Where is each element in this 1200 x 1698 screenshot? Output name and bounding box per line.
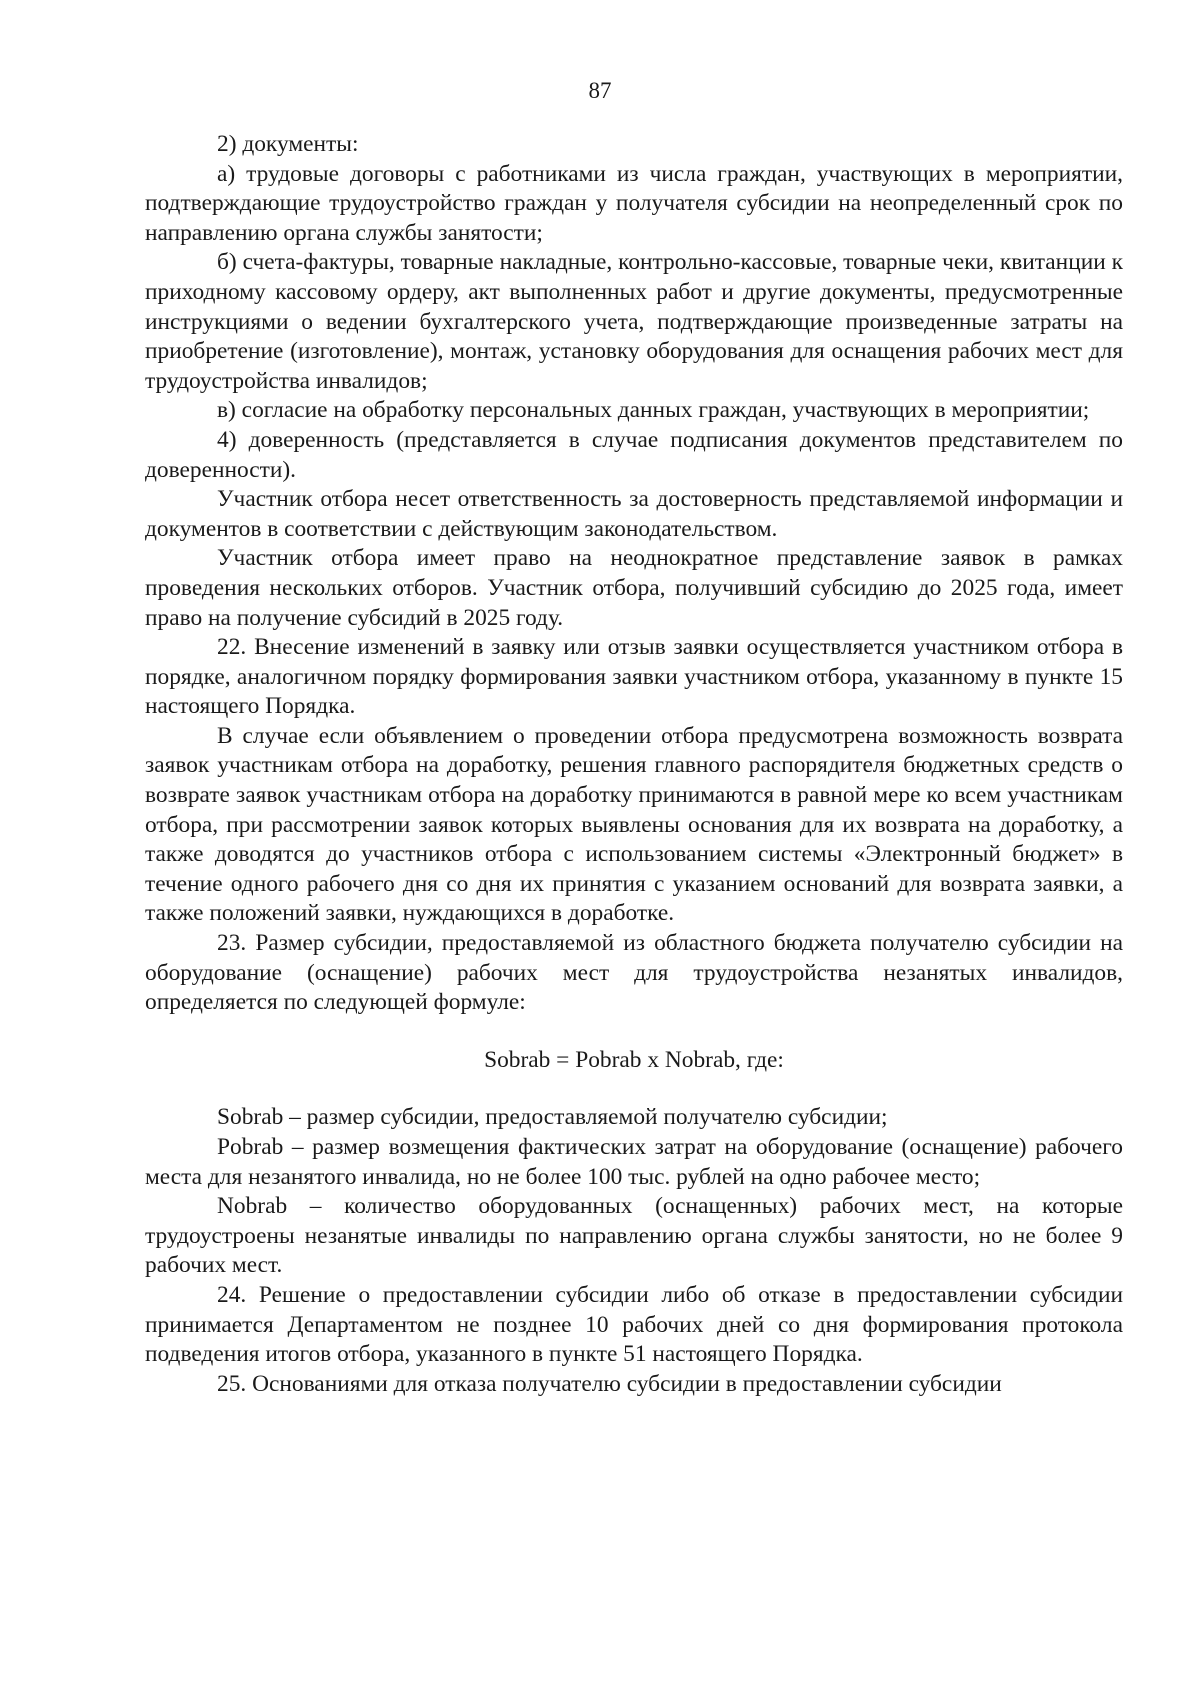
paragraph-definition-sobrab: Sobrab – размер субсидии, предоставляемой получателю субсидии; xyxy=(217,1104,888,1131)
paragraph-item-v: в) согласие на обработку персональных данных граждан, участвующих в мероприятии; xyxy=(217,397,1090,424)
paragraph-definition-pobrab: Pobrab – размер возмещения фактических затрат на оборудование (оснащение) рабочего места для незанятого инвалида, но не более 100 тыс. рублей на одно рабочее место; xyxy=(145,1134,1123,1190)
paragraph-documents-heading: 2) документы: xyxy=(217,131,359,157)
paragraph-clause-23: 23. Размер субсидии, предоставляемой из областного бюджета получателю субсидии на оборудование (оснащение) рабочих мест для трудоустройства незанятых инвалидов, определяется по следующей формуле: xyxy=(145,930,1123,1016)
paragraph-item-b: б) счета-фактуры, товарные накладные, контрольно-кассовые, товарные чеки, квитанции к приходному кассовому ордеру, акт выполненных работ и другие документы, предусмотренные инструкциями о ведении бухгалтерского учета, подтверждающие произведенные затраты на приобретение (изготовление), монтаж, установку оборудования для оснащения рабочих мест для трудоустройства инвалидов; xyxy=(145,249,1123,394)
paragraph-responsibility: Участник отбора несет ответственность за достоверность представляемой информации и документов в соответствии с действующим законодательством. xyxy=(145,486,1123,542)
paragraph-clause-25: 25. Основаниями для отказа получателю субсидии в предоставлении субсидии xyxy=(217,1370,1002,1397)
paragraph-clause-22: 22. Внесение изменений в заявку или отзыв заявки осуществляется участником отбора в порядке, аналогичном порядку формирования заявки участником отбора, указанному в пункте 15 настоящего Порядка. xyxy=(145,634,1123,720)
page-number: 87 xyxy=(588,78,612,103)
paragraph-return-for-revision: В случае если объявлением о проведении отбора предусмотрена возможность возврата заявок участникам отбора на доработку, решения главного распорядителя бюджетных средств о возврате заявок участникам отбора на доработку принимаются в равной мере ко всем участникам отбора, при рассмотрении заявок которых выявлены основания для их возврата на доработку, а также доводятся до участников отбора с использованием системы «Электронный бюджет» в течение одного рабочего дня со дня их принятия с указанием оснований для возврата заявки, а также положений заявки, нуждающихся в доработке. xyxy=(145,722,1123,927)
paragraph-item-4: 4) доверенность (представляется в случае подписания документов представителем по доверенности). xyxy=(145,426,1123,483)
paragraph-repeated-applications: Участник отбора имеет право на неоднократное представление заявок в рамках проведения нескольких отборов. Участник отбора, получивший субсидию до 2025 года, имеет право на получение субсидий в 2025 году. xyxy=(145,545,1123,631)
subsidy-formula: Sobrab = Pobrab x Nobrab, где: xyxy=(484,1046,784,1073)
document-body xyxy=(145,130,1123,1399)
paragraph-clause-24: 24. Решение о предоставлении субсидии либо об отказе в предоставлении субсидии принимается Департаментом не позднее 10 рабочих дней со дня формирования протокола подведения итогов отбора, указанного в пункте 51 настоящего Порядка. xyxy=(145,1281,1123,1368)
paragraph-item-a: а) трудовые договоры с работниками из числа граждан, участвующих в мероприятии, подтверждающие трудоустройство граждан у получателя субсидии на неопределенный срок по направлению органа службы занятости; xyxy=(145,160,1123,246)
paragraph-definition-nobrab: Nobrab – количество оборудованных (оснащенных) рабочих мест, на которые трудоустроены незанятые инвалиды по направлению органа службы занятости, но не более 9 рабочих мест. xyxy=(145,1193,1123,1279)
